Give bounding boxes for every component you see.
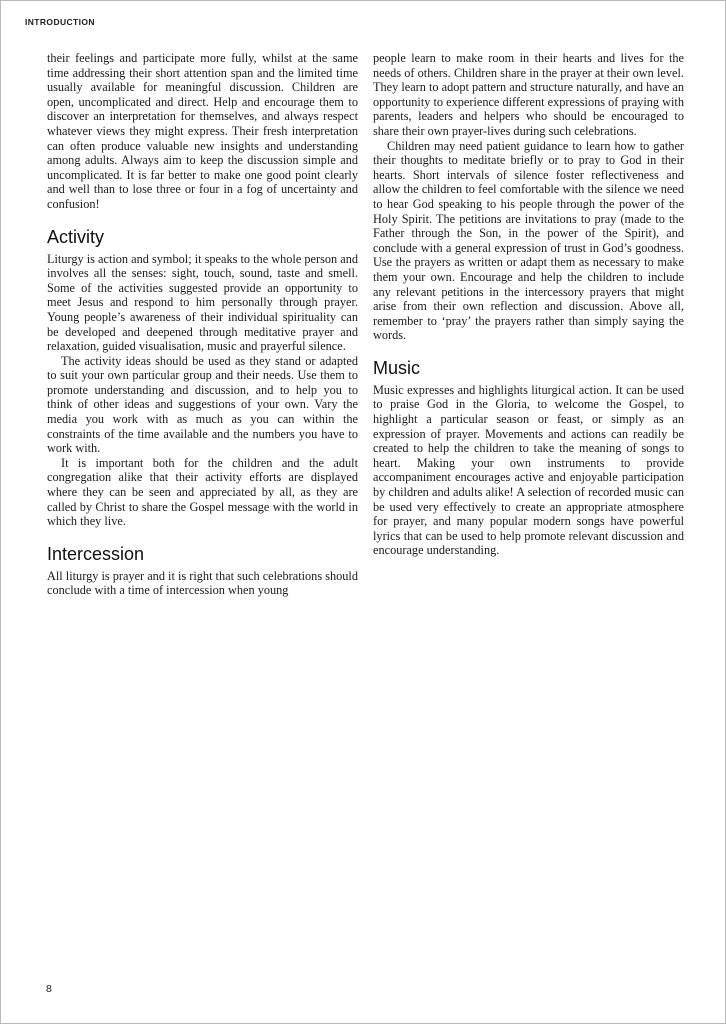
body-paragraph: Music expresses and highlights liturgical action. It can be used to praise God in the Gloria, to welcome the Gospel, to highlight a particular season or feast, or simply as an expression of prayer. Movements and actions can readily be created to help the children to take the meaning of songs to heart. Making your own instruments to provide accompaniment encourages active and enjoyable participation by children and adults alike! A selection of recorded music can be used very effectively to create an appropriate atmosphere for prayer, and many popular modern songs have powerful lyrics that can be used to help promote relevant discussion and encourage understanding. — [373, 382, 684, 558]
section-heading: Activity — [47, 226, 105, 247]
body-paragraph: All liturgy is prayer and it is right that such celebrations should conclude with a time of intercession when young — [47, 568, 358, 598]
body-paragraph: The activity ideas should be used as they stand or adapted to suit your own particular group and their needs. Use them to promote understanding and discussion, and to help you to think of other ideas and suggestions of your own. Vary the media you work with as much as you can within the constraints of the time available and the numbers you have to work with. — [47, 353, 358, 456]
page-number: 8 — [46, 983, 52, 995]
section-heading: Music — [373, 357, 421, 378]
running-header: INTRODUCTION — [25, 17, 95, 27]
text-columns — [47, 51, 684, 598]
section-heading: Intercession — [47, 543, 145, 564]
body-paragraph: their feelings and participate more fully, whilst at the same time addressing their short attention span and the limited time usually available for meaningful discussion. Children are open, uncomplicated and direct. Help and encourage them to discover an interpretation for themselves, and always respect whatever views they might express. Their fresh interpretation can often produce valuable new insights and understanding among adults. Always aim to keep the discussion simple and uncomplicated. It is far better to make one good point clearly and well than to lose three or four in a fog of uncertainty and confusion! — [47, 51, 358, 211]
body-paragraph: Children may need patient guidance to learn how to gather their thoughts to meditate briefly or to pray to God in their hearts. Short intervals of silence foster reflectiveness and allow the children to feel comfortable with the silence we need to hear God speaking to his people through the power of the Holy Spirit. The petitions are invitations to pray (made to the Father through the Son, in the power of the Spirit), and conclude with a general expression of trust in God’s goodness. Use the prayers as written or adapt them as necessary to make them your own. Encourage and help the children to include any relevant petitions in the intercessory prayers that might arise from their own reflection and discussion. Above all, remember to ‘pray’ the prayers rather than simply saying the words. — [373, 138, 684, 343]
body-paragraph: Liturgy is action and symbol; it speaks to the whole person and involves all the senses: sight, touch, sound, taste and smell. Some of the activities suggested provide an opportunity to meet Jesus and respond to him personally through prayer. Young people’s awareness of their individual spirituality can be developed and deepened through meditative prayer and relaxation, guided visualisation, music and prayerful silence. — [47, 251, 358, 354]
left-column — [47, 51, 358, 598]
body-paragraph: It is important both for the children and the adult congregation alike that their activity efforts are displayed where they can be seen and appreciated by all, as they are called by Christ to share the Gospel message with the world in which they live. — [47, 455, 358, 529]
body-paragraph: people learn to make room in their hearts and lives for the needs of others. Children share in the prayer at their own level. They learn to adopt pattern and structure naturally, and have an opportunity to experience different expressions of praying with parents, leaders and helpers who should be encouraged to share their own prayer-lives during such celebrations. — [373, 51, 684, 138]
right-column — [373, 51, 684, 598]
